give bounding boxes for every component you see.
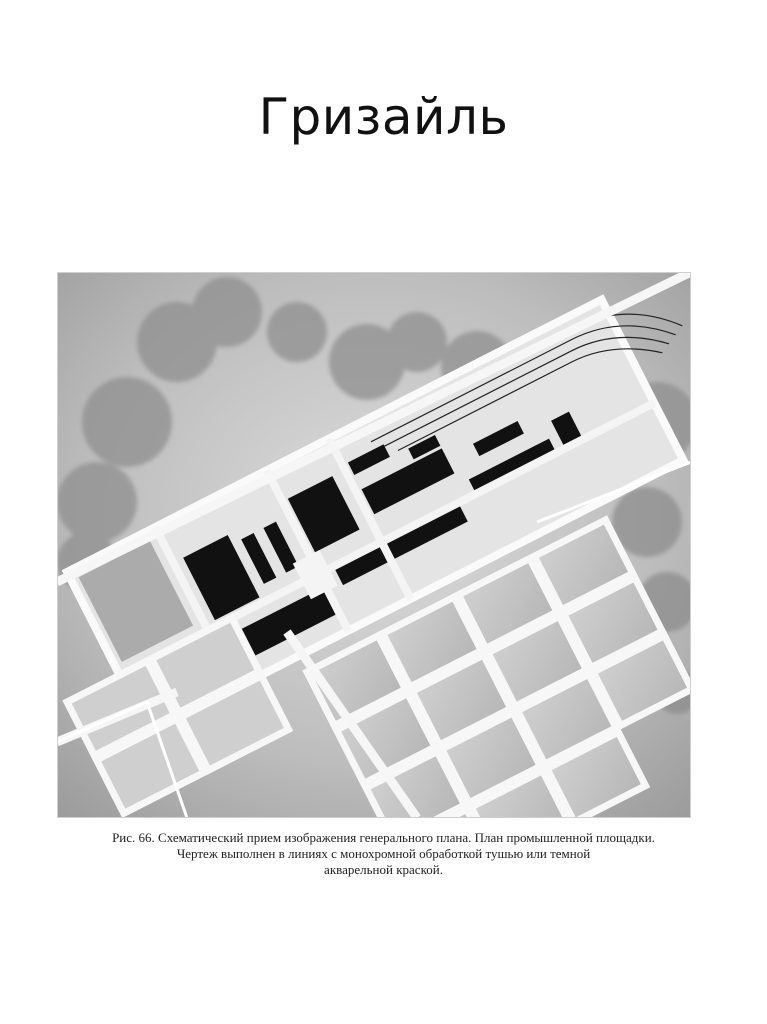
figure-caption	[30, 830, 737, 878]
caption-line-1: Рис. 66. Схематический прием изображения генерального плана. План промышленной площадки.	[112, 830, 655, 845]
caption-line-3: акварельной краской.	[324, 862, 443, 877]
slide-title: Гризайль	[258, 88, 509, 146]
site-plan-figure	[57, 272, 691, 818]
site-plan-drawing	[57, 272, 691, 818]
caption-line-2: Чертеж выполнен в линиях с монохромной обработкой тушью или темной	[176, 846, 591, 861]
